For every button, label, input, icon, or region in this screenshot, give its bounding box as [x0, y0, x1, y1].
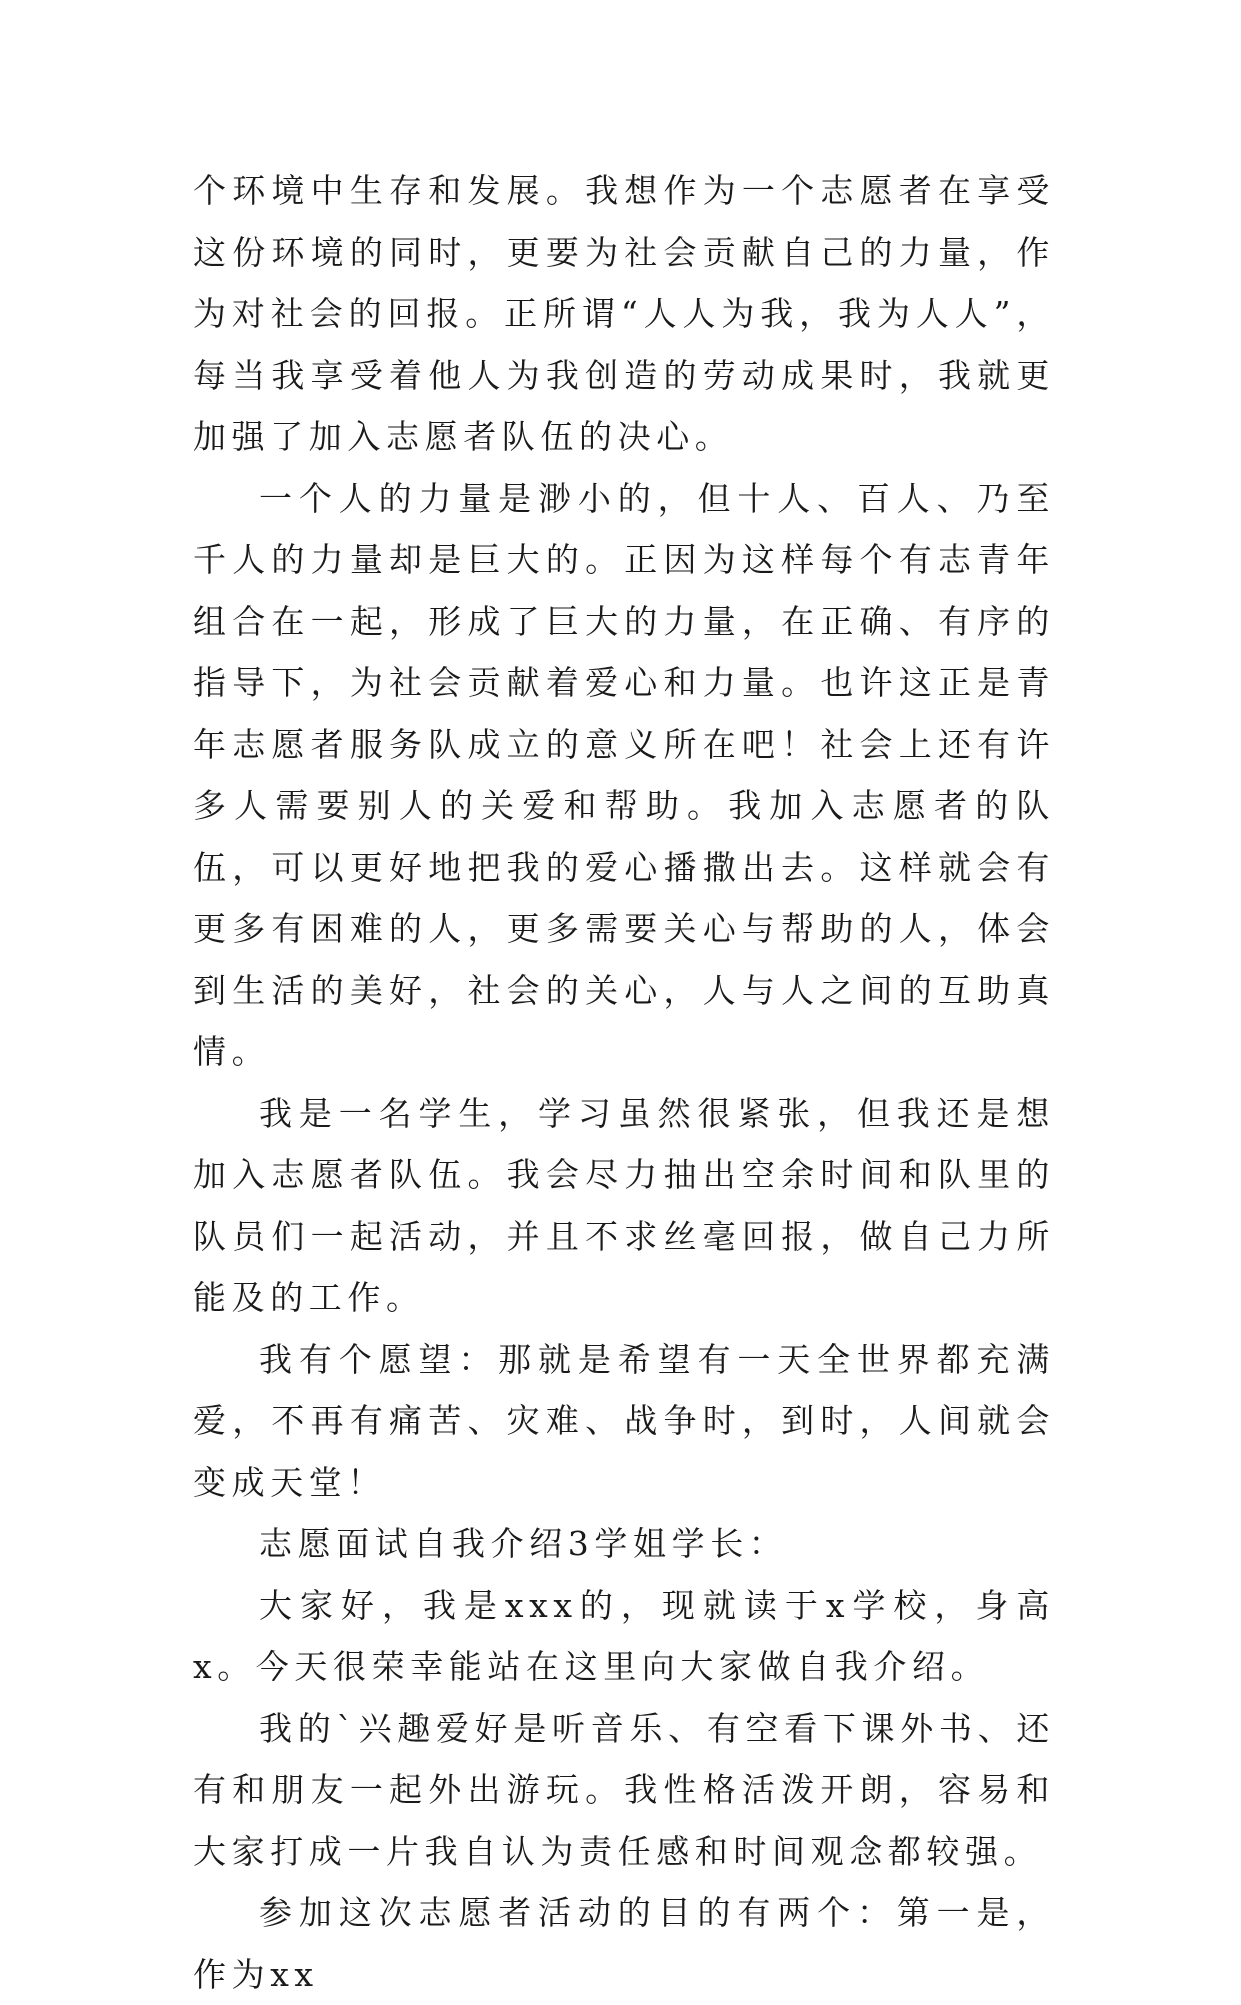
- section-heading: 志愿面试自我介绍3学姐学长：: [259, 1524, 788, 1563]
- paragraph: 我是一名学生，学习虽然很紧张，但我还是想加入志愿者队伍。我会尽力抽出空余时间和队里的队员们一起活动，并且不求丝毫回报，做自己力所能及的工作。: [193, 1093, 1055, 1317]
- paragraph: 参加这次志愿者活动的目的有两个：第一是，作为xx: [193, 1893, 1055, 1994]
- paragraph: 我有个愿望：那就是希望有一天全世界都充满爱，不再有痛苦、灾难、战争时，到时，人间就会变成天堂！: [193, 1339, 1055, 1502]
- document-body: [193, 160, 1055, 2005]
- paragraph: 个环境中生存和发展。我想作为一个志愿者在享受这份环境的同时，更要为社会贡献自己的力量，作为对社会的回报。正所谓“人人为我，我为人人”，每当我享受着他人为我创造的劳动成果时，我就更加强了加入志愿者队伍的决心。: [193, 171, 1055, 456]
- paragraph: 一个人的力量是渺小的，但十人、百人、乃至千人的力量却是巨大的。正因为这样每个有志青年组合在一起，形成了巨大的力量，在正确、有序的指导下，为社会贡献着爱心和力量。也许这正是青年志愿者服务队成立的意义所在吧！社会上还有许多人需要别人的关爱和帮助。我加入志愿者的队伍，可以更好地把我的爱心播撒出去。这样就会有更多有困难的人，更多需要关心与帮助的人，体会到生活的美好，社会的关心，人与人之间的互助真情。: [193, 478, 1055, 1071]
- paragraph: 大家好，我是xxx的，现就读于x学校，身高x。今天很荣幸能站在这里向大家做自我介绍。: [193, 1585, 1055, 1686]
- paragraph: 我的`兴趣爱好是听音乐、有空看下课外书、还有和朋友一起外出游玩。我性格活泼开朗，容易和大家打成一片我自认为责任感和时间观念都较强。: [193, 1708, 1055, 1871]
